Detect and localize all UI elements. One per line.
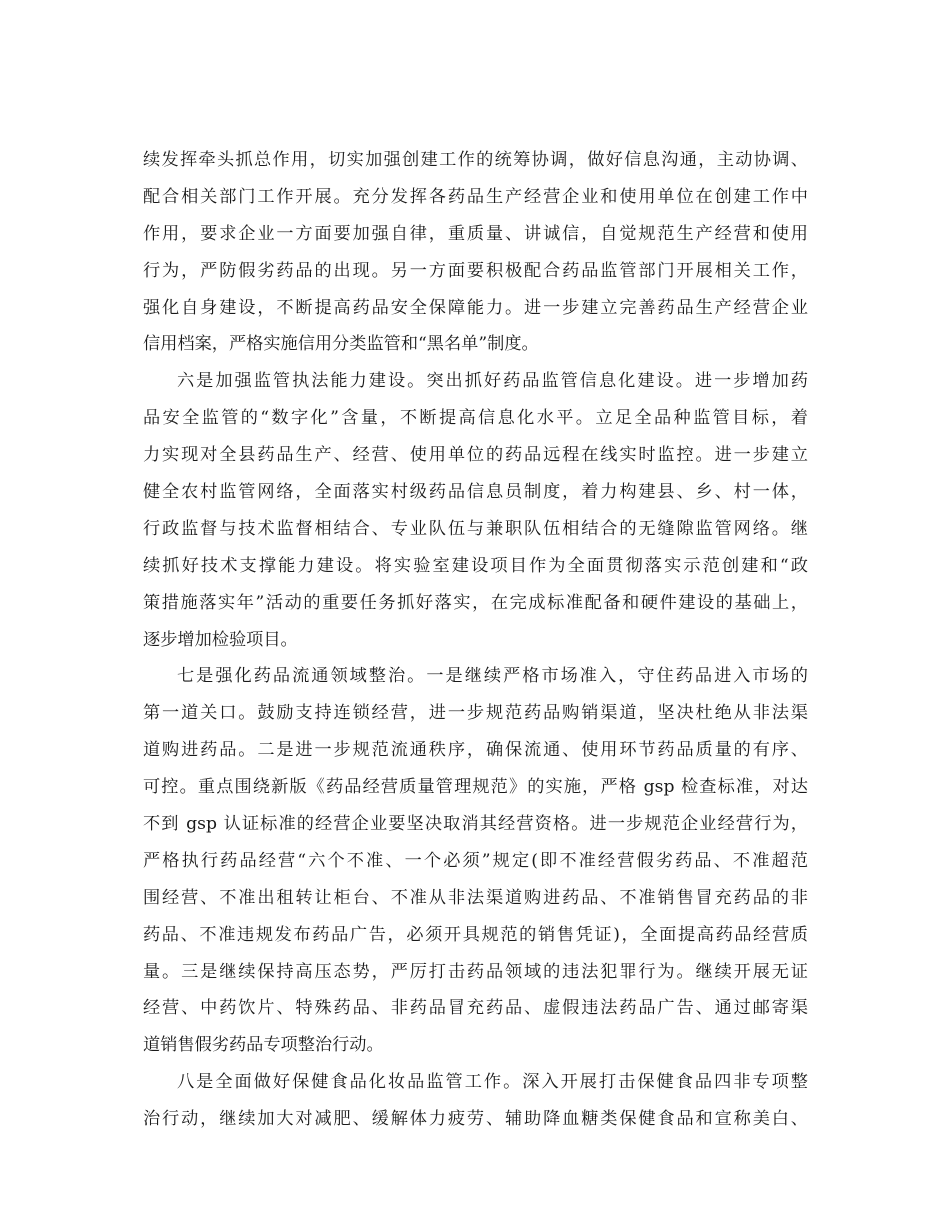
text-line: 道销售假劣药品专项整治行动。 bbox=[143, 1035, 384, 1056]
text-line: 不到 gsp 认证标准的经营企业要坚决取消其经营资格。进一步规范企业经营行为， bbox=[143, 814, 808, 835]
paragraph-continuation bbox=[143, 142, 808, 363]
text-line: 行政监督与技术监督相结合、专业队伍与兼职队伍相结合的无缝隙监管网络。继 bbox=[143, 518, 808, 539]
text-line: 围经营、不准出租转让柜台、不准从非法渠道购进药品、不准销售冒充药品的非 bbox=[143, 887, 808, 908]
text-line: 治行动，继续加大对减肥、缓解体力疲劳、辅助降血糖类保健食品和宣称美白、 bbox=[143, 1109, 808, 1130]
text-line: 作用，要求企业一方面要加强自律，重质量、讲诚信，自觉规范生产经营和使用 bbox=[143, 223, 808, 244]
text-line: 品安全监管的“数字化”含量，不断提高信息化水平。立足全品种监管目标，着 bbox=[143, 408, 808, 429]
paragraph-eight bbox=[143, 1064, 808, 1138]
text-line: 严格执行药品经营“六个不准、一个必须”规定(即不准经营假劣药品、不准超范 bbox=[143, 850, 808, 871]
document-body bbox=[143, 142, 808, 1138]
text-line: 力实现对全县药品生产、经营、使用单位的药品远程在线实时监控。进一步建立 bbox=[143, 445, 808, 466]
text-line: 强化自身建设，不断提高药品安全保障能力。进一步建立完善药品生产经营企业 bbox=[143, 297, 808, 318]
text-line: 可控。重点围绕新版《药品经营质量管理规范》的实施，严格 gsp 检查标准，对达 bbox=[143, 777, 808, 798]
text-line: 续发挥牵头抓总作用，切实加强创建工作的统筹协调，做好信息沟通，主动协调、 bbox=[143, 150, 808, 170]
text-line: 药品、不准违规发布药品广告，必须开具规范的销售凭证)，全面提高药品经营质 bbox=[143, 924, 808, 945]
text-line: 健全农村监管网络，全面落实村级药品信息员制度，着力构建县、乡、村一体， bbox=[143, 482, 808, 503]
text-line: 道购进药品。二是进一步规范流通秩序，确保流通、使用环节药品质量的有序、 bbox=[143, 740, 808, 761]
text-line: 策措施落实年”活动的重要任务抓好落实，在完成标准配备和硬件建设的基础上， bbox=[143, 592, 808, 613]
text-line: 量。三是继续保持高压态势，严厉打击药品领域的违法犯罪行为。继续开展无证 bbox=[143, 961, 808, 982]
text-line: 经营、中药饮片、特殊药品、非药品冒充药品、虚假违法药品广告、通过邮寄渠 bbox=[143, 998, 808, 1019]
paragraph-seven bbox=[143, 658, 808, 1064]
text-line: 第一道关口。鼓励支持连锁经营，进一步规范药品购销渠道，坚决杜绝从非法渠 bbox=[143, 703, 808, 724]
text-line: 续抓好技术支撑能力建设。将实验室建设项目作为全面贯彻落实示范创建和“政 bbox=[143, 555, 808, 576]
text-line: 六是加强监管执法能力建设。突出抓好药品监管信息化建设。进一步增加药 bbox=[177, 371, 808, 392]
text-line: 八是全面做好保健食品化妆品监管工作。深入开展打击保健食品四非专项整 bbox=[177, 1072, 808, 1093]
text-line: 配合相关部门工作开展。充分发挥各药品生产经营企业和使用单位在创建工作中 bbox=[143, 186, 808, 207]
paragraph-six bbox=[143, 363, 808, 658]
text-line: 信用档案，严格实施信用分类监管和“黑名单”制度。 bbox=[143, 334, 539, 355]
text-line: 逐步增加检验项目。 bbox=[143, 629, 298, 650]
text-line: 行为，严防假劣药品的出现。另一方面要积极配合药品监管部门开展相关工作， bbox=[143, 260, 808, 281]
text-line: 七是强化药品流通领域整治。一是继续严格市场准入，守住药品进入市场的 bbox=[177, 666, 808, 687]
